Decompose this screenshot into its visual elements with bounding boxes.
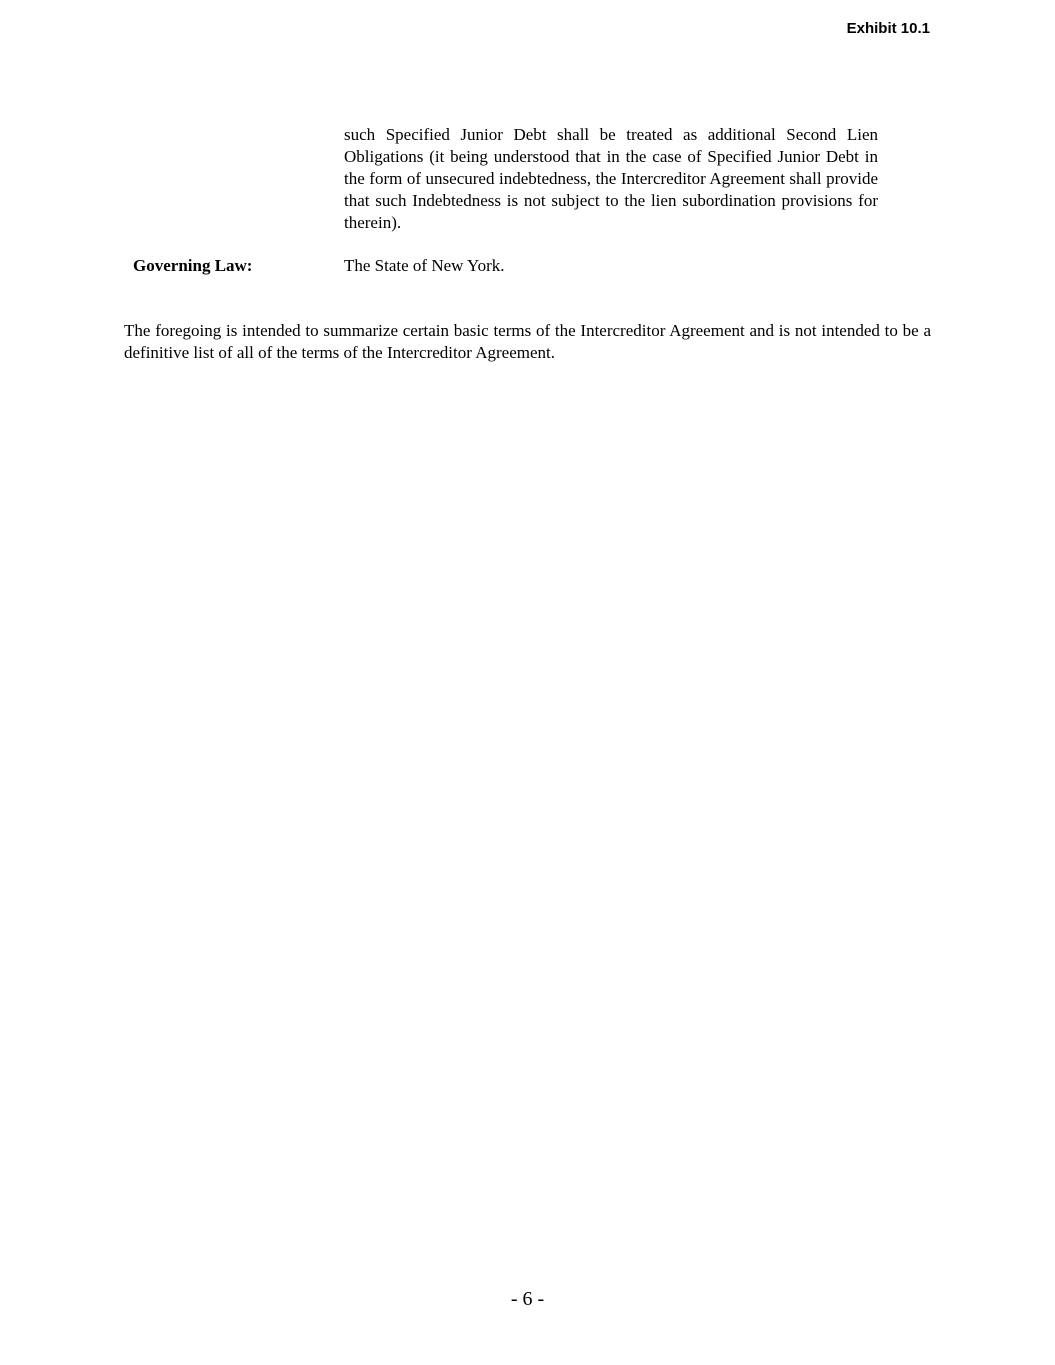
term-continued-paragraph: such Specified Junior Debt shall be treated as additional Second Lien Obligations (it being understood that in the case of Specified Junior Debt in the form of unsecured indebtedness, the Intercreditor Agreement shall provide that such Indebtedness is not subject to the lien subordination provisions for therein). [344, 125, 878, 232]
page-number: - 6 - [510, 1288, 545, 1310]
governing-law-row [133, 255, 878, 279]
exhibit-label: Exhibit 10.1 [846, 20, 930, 37]
summary-paragraph: The foregoing is intended to summarize certain basic terms of the Intercreditor Agreement and is not intended to be a definitive list of all of the terms of the Intercreditor Agreement. [124, 321, 931, 362]
governing-law-value: The State of New York. [344, 256, 505, 275]
governing-law-label: Governing Law: [133, 256, 253, 275]
